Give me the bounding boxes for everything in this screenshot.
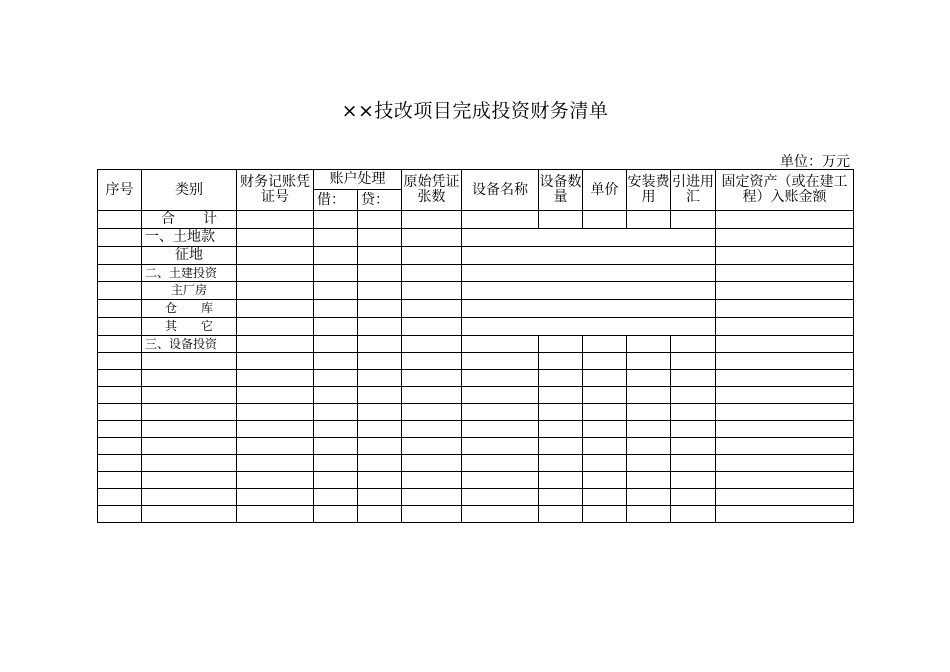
table-cell [142,438,237,455]
table-cell [402,455,462,472]
table-cell [402,353,462,370]
table-cell [539,455,583,472]
table-cell [583,489,627,506]
table-cell [627,370,671,387]
table-cell [237,421,314,438]
table-cell [539,506,583,523]
table-cell [314,455,358,472]
header-credit: 贷： [358,190,402,211]
table-cell [142,472,237,489]
empty-table-row [98,370,854,387]
table-cell [98,404,142,421]
table-cell [358,370,402,387]
row-label: 仓 库 [142,300,237,318]
table-cell [237,353,314,370]
row-label: 一、土地款 [142,229,237,247]
table-cell [716,370,854,387]
table-cell [358,404,402,421]
table-cell [98,421,142,438]
table-cell [671,404,716,421]
table-cell [142,353,237,370]
table-cell [716,472,854,489]
table-cell [716,421,854,438]
header-account: 账户处理 [314,170,402,190]
table-cell [627,353,671,370]
table-cell [716,404,854,421]
table-cell [539,472,583,489]
table-cell [583,438,627,455]
table-cell [716,489,854,506]
table-cell [314,438,358,455]
table-cell [583,472,627,489]
table-cell [402,421,462,438]
table-cell [142,370,237,387]
empty-table-row [98,489,854,506]
empty-table-row [98,506,854,523]
table-cell [716,353,854,370]
header-fixed-assets: 固定资产（或在建工程）入账金额 [716,170,854,211]
table-cell [358,489,402,506]
table-cell [671,506,716,523]
header-original-vouchers: 原始凭证张数 [402,170,462,211]
table-cell [98,370,142,387]
table-row [98,336,854,353]
table-cell [627,438,671,455]
table-cell [142,455,237,472]
header-unit-price: 单价 [583,170,627,211]
table-cell [314,506,358,523]
table-cell [539,353,583,370]
header-import-fx: 引进用汇 [671,170,716,211]
table-cell [671,387,716,404]
document-title: ××技改项目完成投资财务清单 [341,100,609,122]
header-voucher: 财务记账凭证号 [237,170,314,211]
table-cell [627,506,671,523]
empty-rows [98,353,854,523]
row-label: 二、土建投资 [142,265,237,282]
table-cell [237,455,314,472]
table-cell [627,421,671,438]
table-cell [462,455,539,472]
table-cell [462,506,539,523]
table-cell [583,353,627,370]
table-cell [237,438,314,455]
row-label: 征地 [142,247,237,265]
empty-table-row [98,455,854,472]
table-cell [237,472,314,489]
table-cell [314,421,358,438]
table-row [98,318,854,336]
table-cell [142,387,237,404]
table-cell [627,489,671,506]
table-cell [237,404,314,421]
table-cell [462,387,539,404]
table-cell [98,353,142,370]
empty-table-row [98,387,854,404]
table-row [98,282,854,300]
table-cell [358,421,402,438]
empty-table-row [98,404,854,421]
table-cell [539,489,583,506]
table-cell [583,370,627,387]
empty-table-row [98,421,854,438]
header-seq: 序号 [98,170,142,211]
table-cell [671,455,716,472]
table-cell [358,506,402,523]
table-cell [142,421,237,438]
table-cell [462,489,539,506]
table-cell [671,353,716,370]
header-install-fee: 安装费用 [627,170,671,211]
table-row [98,211,854,229]
table-cell [627,387,671,404]
table-cell [314,489,358,506]
table-cell [539,387,583,404]
table-cell [627,404,671,421]
header-equipment-qty: 设备数量 [539,170,583,211]
table-cell [142,506,237,523]
table-cell [462,472,539,489]
table-cell [98,472,142,489]
table-cell [671,472,716,489]
table-cell [402,438,462,455]
table-cell [539,421,583,438]
table-cell [716,455,854,472]
table-cell [98,387,142,404]
table-cell [98,455,142,472]
row-label: 合 计 [142,211,237,229]
table-cell [583,455,627,472]
table-cell [314,472,358,489]
table-cell [462,370,539,387]
table-cell [358,353,402,370]
empty-table-row [98,353,854,370]
table-cell [627,455,671,472]
table-cell [716,387,854,404]
table-cell [237,387,314,404]
table-cell [583,387,627,404]
table-cell [462,404,539,421]
unit-label: 单位：万元 [780,154,850,170]
table-row [98,247,854,265]
table-cell [671,438,716,455]
empty-table-row [98,438,854,455]
row-label: 主厂房 [142,282,237,300]
table-cell [98,438,142,455]
empty-table-row [98,472,854,489]
table-cell [583,404,627,421]
table-cell [237,370,314,387]
table-cell [314,404,358,421]
table-cell [237,506,314,523]
table-cell [539,404,583,421]
table-cell [671,421,716,438]
table-cell [98,506,142,523]
table-cell [402,370,462,387]
table-cell [671,370,716,387]
table-cell [142,489,237,506]
table-cell [402,387,462,404]
table-cell [358,472,402,489]
table-cell [462,438,539,455]
header-debit: 借： [314,190,358,211]
table-cell [358,455,402,472]
table-cell [716,506,854,523]
table-cell [402,472,462,489]
table-cell [671,489,716,506]
table-cell [98,489,142,506]
table-cell [402,404,462,421]
table-cell [627,472,671,489]
table-row [98,229,854,247]
table-cell [539,438,583,455]
table-cell [462,421,539,438]
table-cell [583,506,627,523]
table-cell [716,438,854,455]
table-cell [358,438,402,455]
table-row [98,300,854,318]
table-cell [142,404,237,421]
table-cell [237,489,314,506]
table-cell [314,353,358,370]
row-label: 其 它 [142,318,237,336]
header-equipment-name: 设备名称 [462,170,539,211]
table-cell [358,387,402,404]
table-row [98,265,854,282]
header-category: 类别 [142,170,237,211]
table-cell [314,370,358,387]
table-cell [402,506,462,523]
investment-ledger-table [97,169,854,523]
table-cell [583,421,627,438]
table-cell [402,489,462,506]
row-label: 三、设备投资 [142,336,237,353]
table-cell [314,387,358,404]
table-cell [539,370,583,387]
table-cell [462,353,539,370]
